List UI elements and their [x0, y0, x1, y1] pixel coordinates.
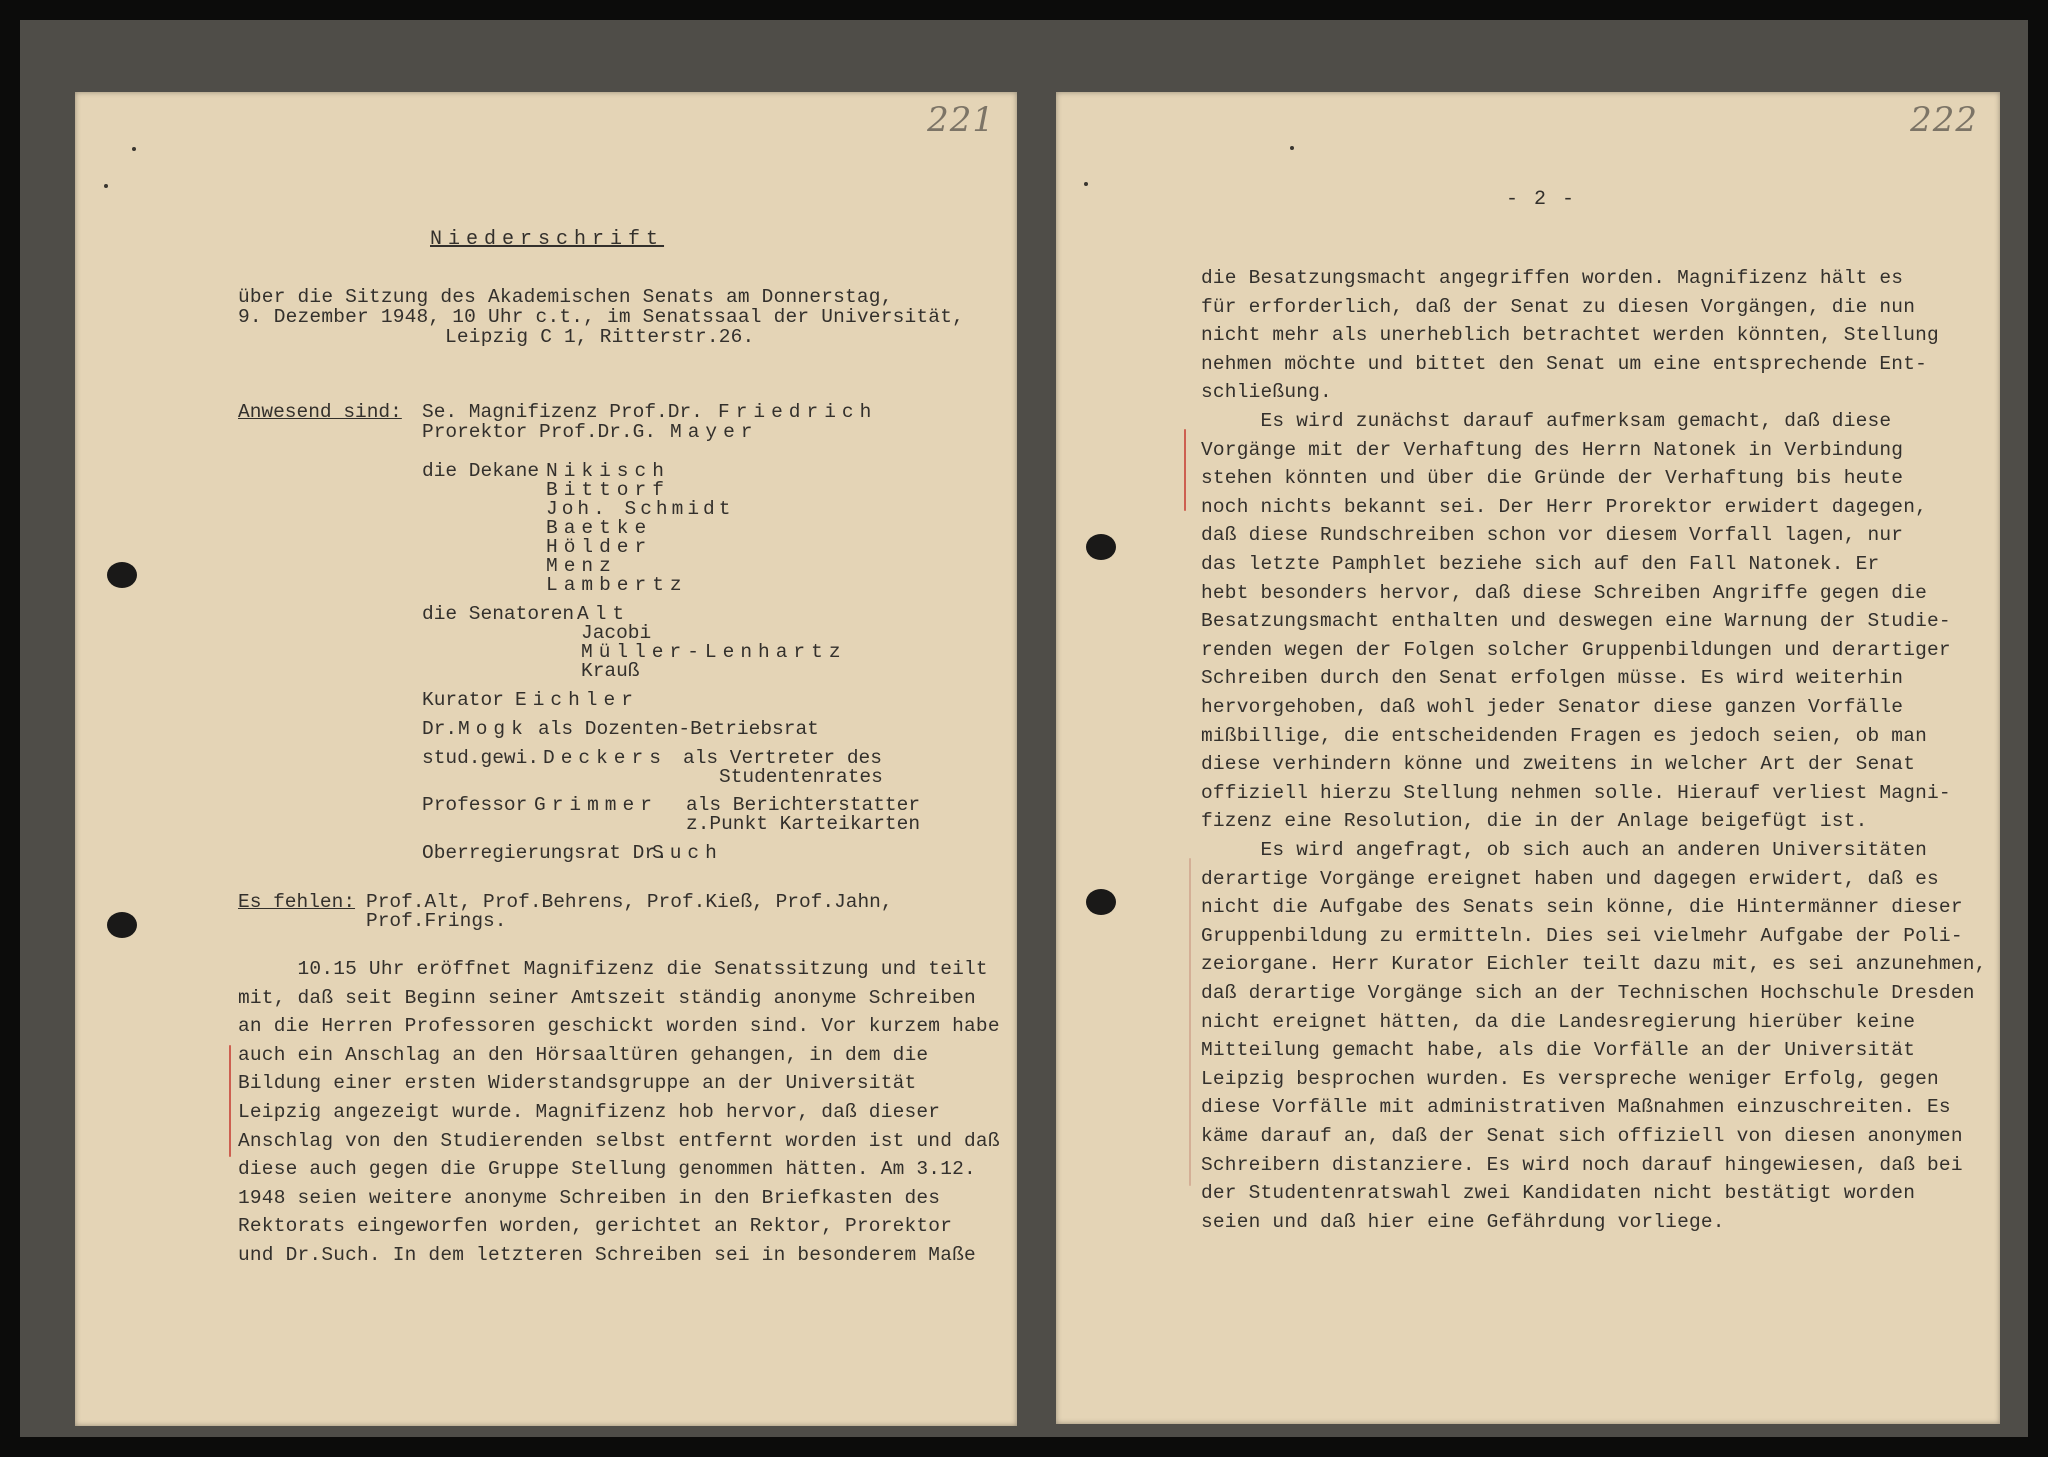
curator-prefix: Kurator: [422, 689, 504, 711]
grimmer-role: z.Punkt Karteikarten: [686, 813, 921, 835]
body-line: Gruppenbildung zu ermitteln. Dies sei vielmehr Aufgabe der Poli-: [1201, 924, 1963, 947]
page-number: - 2 -: [1506, 188, 1577, 211]
body-line: noch nichts bekannt sei. Der Herr Prorektor erwidert dagegen,: [1201, 495, 1928, 518]
body-line: schließung.: [1201, 381, 1332, 404]
body-line: Anschlag von den Studierenden selbst entfernt worden ist und daß: [238, 1129, 1000, 1152]
mogk-role: als Dozenten-Betriebsrat: [538, 718, 819, 740]
body-line: daß diese Rundschreiben schon vor diesem Vorfall lagen, nur: [1201, 524, 1904, 547]
body-line: diese verhindern könne und zweitens in welcher Art der Senat: [1201, 753, 1916, 776]
faint-margin-mark: [1189, 858, 1191, 1186]
paper-speck: [132, 147, 136, 151]
body-line: Leipzig besprochen wurden. Es verspreche weniger Erfolg, gegen: [1201, 1067, 1939, 1090]
document-page-2: [1056, 92, 2000, 1424]
dean-name: Bittorf: [546, 479, 670, 501]
folio-number: 221: [927, 100, 995, 140]
body-line: die Besatzungsmacht angegriffen worden. Magnifizenz hält es: [1201, 267, 1904, 289]
prorector-prefix: Prorektor Prof.Dr.G.: [422, 421, 657, 443]
document-title: Niederschrift: [430, 228, 665, 251]
body-line: stehen könnten und über die Gründe der Verhaftung bis heute: [1201, 467, 1904, 490]
body-line: derartige Vorgänge ereignet haben und dagegen erwidert, daß es: [1201, 867, 1939, 890]
red-margin-mark: [229, 1045, 231, 1157]
body-line: renden wegen der Folgen solcher Gruppenbildungen und derartiger: [1201, 638, 1951, 661]
mogk-prefix: Dr.: [422, 718, 458, 740]
body-line: 10.15 Uhr eröffnet Magnifizenz die Senatssitzung und teilt: [238, 958, 988, 980]
body-line: daß derartige Vorgänge sich an der Technischen Hochschule Dresden: [1201, 982, 1975, 1004]
folio-number: 222: [1910, 100, 1978, 140]
grimmer-name: Grimmer: [534, 794, 658, 816]
dean-name: Joh. Schmidt: [546, 498, 735, 520]
punch-hole-top: [1086, 534, 1116, 560]
paper-speck: [104, 184, 108, 188]
body-line: Bildung einer ersten Widerstandsgruppe an der Universität: [238, 1072, 917, 1095]
senator-name: Müller-Lenhartz: [581, 641, 847, 663]
senator-name: Jacobi: [581, 622, 652, 644]
absent-names: Prof.Frings.: [366, 910, 507, 932]
senator-name: Krauß: [581, 660, 640, 682]
body-line: diese Vorfälle mit administrativen Maßnahmen einzuschreiten. Es: [1201, 1096, 1951, 1119]
body-line: mißbillige, die entscheidenden Fragen es jedoch seien, ob man: [1201, 724, 1928, 747]
body-line: hebt besonders hervor, daß diese Schreiben Angriffe gegen die: [1201, 581, 1928, 604]
body-line: seien und daß hier eine Gefährdung vorliege.: [1201, 1210, 1725, 1233]
grimmer-prefix: Professor: [422, 794, 528, 816]
subtitle-line: Leipzig C 1, Ritterstr.26.: [445, 326, 755, 348]
scan-background: [20, 20, 2028, 1437]
body-line: Schreibern distanziere. Es wird noch darauf hingewiesen, daß bei: [1201, 1153, 1963, 1176]
subtitle-line: 9. Dezember 1948, 10 Uhr c.t., im Senatssaal der Universität,: [238, 306, 965, 328]
body-line: das letzte Pamphlet beziehe sich auf den Fall Natonek. Er: [1201, 553, 1880, 575]
absent-names: Prof.Alt, Prof.Behrens, Prof.Kieß, Prof.Jahn,: [366, 891, 893, 913]
body-line: käme darauf an, daß der Senat sich offiziell von diesen anonymen: [1201, 1125, 1963, 1147]
body-line: Mitteilung gemacht habe, als die Vorfälle an der Universität: [1201, 1039, 1916, 1062]
rector-name: Friedrich: [718, 401, 878, 423]
body-line: Es wird angefragt, ob sich auch an anderen Universitäten: [1201, 839, 1928, 861]
body-line: Leipzig angezeigt wurde. Magnifizenz hob hervor, daß dieser: [238, 1101, 941, 1123]
body-line: zeiorgane. Herr Kurator Eichler teilt dazu mit, es sei anzunehmen,: [1201, 953, 1987, 976]
senators-prefix: die Senatoren: [422, 603, 575, 625]
rector-prefix: Se. Magnifizenz Prof.Dr.: [422, 401, 703, 423]
dean-name: Menz: [546, 555, 617, 577]
mogk-name: Mogk: [458, 718, 529, 740]
deckers-prefix: stud.gewi.: [422, 747, 540, 769]
paper-speck: [1084, 182, 1088, 186]
deans-prefix: die Dekane: [422, 460, 540, 482]
body-line: für erforderlich, daß der Senat zu diesen Vorgängen, die nun: [1201, 295, 1916, 318]
dean-name: Baetke: [546, 517, 653, 539]
punch-hole-bottom: [107, 912, 137, 938]
punch-hole-top: [107, 562, 137, 588]
dean-name: Nikisch: [546, 460, 670, 482]
body-line: an die Herren Professoren geschickt worden sind. Vor kurzem habe: [238, 1015, 1000, 1038]
body-line: nicht ereignet hätten, da die Landesregierung hierüber keine: [1201, 1010, 1916, 1033]
body-line: Rektorats eingeworfen worden, gerichtet an Rektor, Prorektor: [238, 1215, 953, 1238]
curator-name: Eichler: [515, 689, 639, 711]
deckers-role: Studentenrates: [719, 766, 883, 788]
body-line: nehmen möchte und bittet den Senat um eine entsprechende Ent-: [1201, 352, 1928, 375]
dean-name: Lambertz: [546, 574, 688, 596]
body-line: der Studentenratswahl zwei Kandidaten nicht bestätigt worden: [1201, 1182, 1916, 1205]
such-prefix: Oberregierungsrat Dr.: [422, 842, 668, 864]
deckers-name: Deckers: [543, 747, 667, 769]
body-line: auch ein Anschlag an den Hörsaaltüren gehangen, in dem die: [238, 1043, 929, 1066]
subtitle-line: über die Sitzung des Akademischen Senats am Donnerstag,: [238, 286, 893, 308]
prorector-name: Mayer: [670, 421, 759, 443]
paper-speck: [1290, 146, 1294, 150]
body-line: und Dr.Such. In dem letzteren Schreiben sei in besonderem Maße: [238, 1244, 976, 1266]
body-line: Vorgänge mit der Verhaftung des Herrn Natonek in Verbindung: [1201, 438, 1904, 461]
body-line: mit, daß seit Beginn seiner Amtszeit ständig anonyme Schreiben: [238, 986, 976, 1009]
body-line: Es wird zunächst darauf aufmerksam gemacht, daß diese: [1201, 410, 1892, 432]
such-name: Such: [652, 842, 723, 864]
deckers-role: als Vertreter des: [683, 747, 882, 769]
body-line: hervorgehoben, daß wohl jeder Senator diese ganzen Vorfälle: [1201, 696, 1904, 718]
present-label: Anwesend sind:: [238, 401, 402, 423]
absent-label: Es fehlen:: [238, 891, 356, 913]
body-line: Schreiben durch den Senat erfolgen müsse. Es wird weiterhin: [1201, 667, 1904, 690]
punch-hole-bottom: [1086, 889, 1116, 915]
body-line: Besatzungsmacht enthalten und deswegen eine Warnung der Studie-: [1201, 610, 1951, 633]
red-margin-mark: [1184, 429, 1186, 511]
document-page-1: [75, 92, 1017, 1426]
senator-name: Alt: [577, 603, 631, 625]
body-line: fizenz eine Resolution, die in der Anlage beigefügt ist.: [1201, 810, 1868, 833]
grimmer-role: als Berichterstatter: [686, 794, 921, 816]
body-line: 1948 seien weitere anonyme Schreiben in den Briefkasten des: [238, 1186, 941, 1209]
dean-name: Hölder: [546, 536, 653, 558]
body-line: nicht mehr als unerheblich betrachtet werden könnten, Stellung: [1201, 324, 1939, 347]
body-line: offiziell hierzu Stellung nehmen solle. Hierauf verliest Magni-: [1201, 781, 1951, 804]
body-line: diese auch gegen die Gruppe Stellung genommen hätten. Am 3.12.: [238, 1158, 976, 1181]
body-line: nicht die Aufgabe des Senats sein könne, die Hintermänner dieser: [1201, 896, 1963, 919]
